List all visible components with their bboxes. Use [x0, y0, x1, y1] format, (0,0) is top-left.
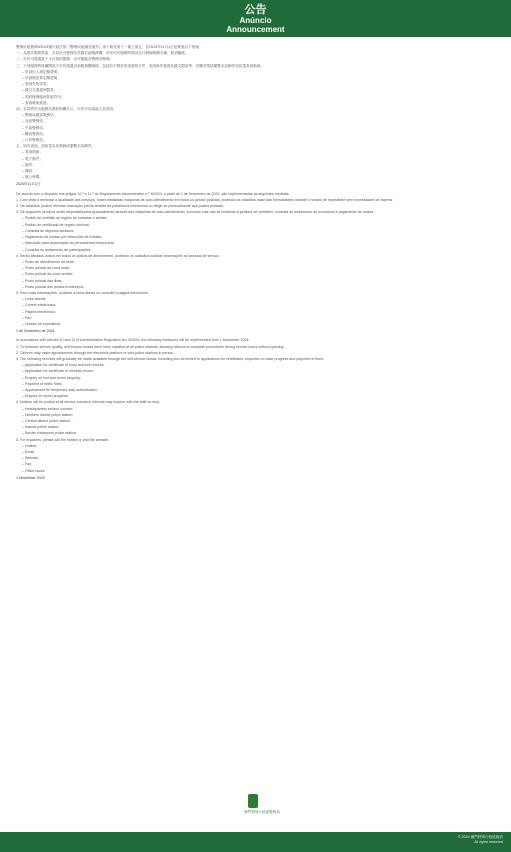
bullet-item: – 查詢報案進度。: [22, 100, 51, 105]
bullet-item: – Posto policial das ilhas;: [22, 278, 63, 283]
bullet-item: – 離島警務站；: [22, 131, 47, 136]
bullet-item: – Islands police station;: [22, 425, 60, 430]
bullet-item: – Horário de expediente.: [22, 321, 62, 326]
page-title-en: Announcement: [226, 25, 285, 34]
paragraph-line: De acordo com o disposto nos artigos 10.º e 11.º do Regulamento Administrativo n.º 8/2024, a partir de 1 de Novembro de 2024, são implementadas as seguintes medidas:: [16, 191, 290, 196]
bullet-item: – 辦公時間。: [22, 175, 43, 180]
paragraph-line: 五、如有查詢，請致電本局熱線或瀏覽本局網頁。: [16, 144, 96, 149]
paragraph-line: 三、下列服務將陸續開放予市民透過自助服務機辦理，包括但不限於申請證明文件、查詢案件進度及繳交罰款等；有關詳情請瀏覽本局網頁或致電查詢熱線。: [16, 63, 264, 68]
copyright-line-1: © 2024 澳門特別行政區政府: [458, 835, 503, 839]
paragraph-line: 4. Serão afixados avisos em todos os postos de atendimento, podendo os cidadãos solicitar informações ao pessoal de serviço.: [16, 253, 220, 258]
bullet-item: – Application for certificate of entry and exit records;: [22, 363, 105, 368]
bullet-item: – Posto de atendimento da sede;: [22, 259, 75, 264]
bullet-item: – Central district police station;: [22, 418, 71, 423]
bullet-item: – Consulta do andamento de participações.: [22, 247, 92, 252]
bullet-item: – Border checkpoint police station;: [22, 431, 77, 436]
paragraph-line: 4. Notices will be posted at all service counters; citizens may enquire with the staff on duty.: [16, 400, 160, 405]
page-title-pt: Anúncio: [239, 16, 272, 25]
bullet-item: – Appointment for temporary stay authorisation;: [22, 387, 98, 392]
paragraph-line: 5. For enquiries, please call the hotline or visit the website.: [16, 437, 110, 442]
paragraph-line: In accordance with Articles 10 and 11 of Administrative Regulation No. 8/2024, the following measures will be implemented from 1 November 2024:: [16, 338, 250, 343]
paragraph-line: 1. Com vista a melhorar a qualidade dos serviços, foram instaladas máquinas de auto-atendimento em todos os postos policiais, podendo os cidadãos tratar das formalidades durante o horário de expediente sem necessidade de esperar.: [16, 197, 394, 202]
bullet-item: – 申請出入境記錄證明；: [22, 69, 61, 74]
paragraph-line: 3. Os seguintes serviços serão disponibilizados gradualmente através das máquinas de auto-atendimento, incluindo mas não se limitando a pedidos de certidões, consulta do andamento de processos e pagamento de multas:: [16, 210, 375, 215]
bullet-item: – Fax;: [22, 315, 32, 320]
bullet-item: – Consulta de objectos achados;: [22, 228, 75, 233]
bullet-item: – Pagamento de multas por infracções de trânsito;: [22, 235, 103, 240]
bullet-item: – Página electrónica;: [22, 309, 56, 314]
footer-logo-text: 澳門特別行政區警務局: [244, 810, 280, 814]
section-date: 1 November 2024: [16, 475, 45, 480]
bullet-item: – Email;: [22, 450, 35, 454]
paragraph-line: 2. Citizens may make appointments through the electronic platform or visit police stations in person.: [16, 350, 175, 355]
paragraph-line: 5. Para mais informações, contacte a linha aberta ou consulte a página electrónica.: [16, 290, 149, 295]
paragraph-line: 四、本局將於各服務站張貼相關告示，市民可向當值人員查詢。: [16, 107, 117, 112]
bullet-item: – Northern district police station;: [22, 412, 74, 417]
announcement-body: [16, 44, 498, 782]
bullet-item: – Posto policial da zona central;: [22, 272, 73, 277]
bullet-item: – Application for certificate of criminal record;: [22, 369, 94, 374]
bullet-item: – Posto policial da zona norte;: [22, 266, 71, 271]
bullet-item: – 申請無犯罪記錄證明；: [22, 76, 61, 81]
bullet-item: – Hotline;: [22, 443, 38, 448]
bullet-item: – Pedido de certificado de registo criminal;: [22, 222, 90, 227]
paragraph-line: 1. To enhance service quality, self-service kiosks have been installed at all police stations, allowing citizens to complete procedures during service hours without queuing.: [16, 344, 285, 349]
bullet-item: – 傳真；: [22, 169, 36, 174]
bullet-item: – Office hours.: [22, 468, 46, 473]
section-date: 1 de Novembro de 2024: [16, 329, 55, 334]
bullet-item: – 電子郵件；: [22, 156, 43, 161]
bullet-item: – 查詢熱線；: [22, 150, 43, 155]
bullet-item: – Enquiry on lost and found property;: [22, 375, 81, 380]
bullet-item: – Fax;: [22, 462, 32, 467]
announcement-section: [16, 44, 498, 188]
bullet-item: – Pedido de certidão de registo de entradas e saídas;: [22, 216, 108, 221]
bullet-item: – Headquarters service counter;: [22, 406, 74, 411]
paragraph-line: 警務局根據第8/2024號行政法規《警務局組織及運作》第十條及第十一條之規定，於2024年11月1日起實施以下措施：: [16, 45, 203, 49]
copyright-text: [458, 835, 503, 844]
bullet-item: – 查詢失物認領；: [22, 82, 51, 87]
government-emblem-icon: [248, 794, 258, 808]
paragraph-line: 2. Os cidadãos podem efectuar marcação prévia através da plataforma electrónica ou dirigir-se pessoalmente aos postos policiais.: [16, 204, 224, 209]
paragraph-line: 3. The following services will gradually be made available through the self-service kiosks, including but not limited to applications for certificates, enquiries on case progress and payment of fines:: [16, 356, 324, 361]
page-title-zh: 公告: [244, 3, 267, 16]
paragraph-line: 二、市民可透過電子平台預約服務，亦可親臨各警務站辦理。: [16, 57, 114, 62]
section-date: 2024年11月1日: [16, 182, 41, 187]
bullet-item: – Enquiry on report progress.: [22, 394, 69, 399]
announcement-section: [16, 191, 498, 335]
bullet-item: – 預約辦理臨時居留許可；: [22, 94, 65, 99]
bullet-item: – 繳交交通違例罰款；: [22, 88, 58, 93]
announcement-section: [16, 337, 498, 481]
bullet-item: – Payment of traffic fines;: [22, 381, 63, 386]
bullet-item: – 網頁；: [22, 162, 36, 167]
copyright-line-2: All rights reserved: [474, 839, 503, 844]
bullet-item: – Website;: [22, 456, 39, 461]
bullet-item: – 中區警務站；: [22, 125, 47, 130]
bullet-item: – 口岸警務站；: [22, 138, 47, 143]
page-footer: [0, 832, 511, 852]
announcement-header: [0, 0, 511, 37]
paragraph-line: 一、為提升服務質素，本局於各警務站設置自助服務機，市民可於服務時間內自行辦理相關手續，無須輪候。: [16, 51, 189, 56]
bullet-item: – Correio electrónico;: [22, 303, 57, 308]
bullet-item: – Posto policial dos postos fronteiriços;: [22, 284, 85, 289]
footer-logo-area: [0, 782, 511, 832]
bullet-item: – Marcação para autorização de permanência temporária;: [22, 241, 115, 246]
bullet-item: – 北區警務站；: [22, 119, 47, 124]
bullet-item: – 警務局總部服務站；: [22, 113, 58, 118]
bullet-item: – Linha aberta;: [22, 297, 46, 302]
